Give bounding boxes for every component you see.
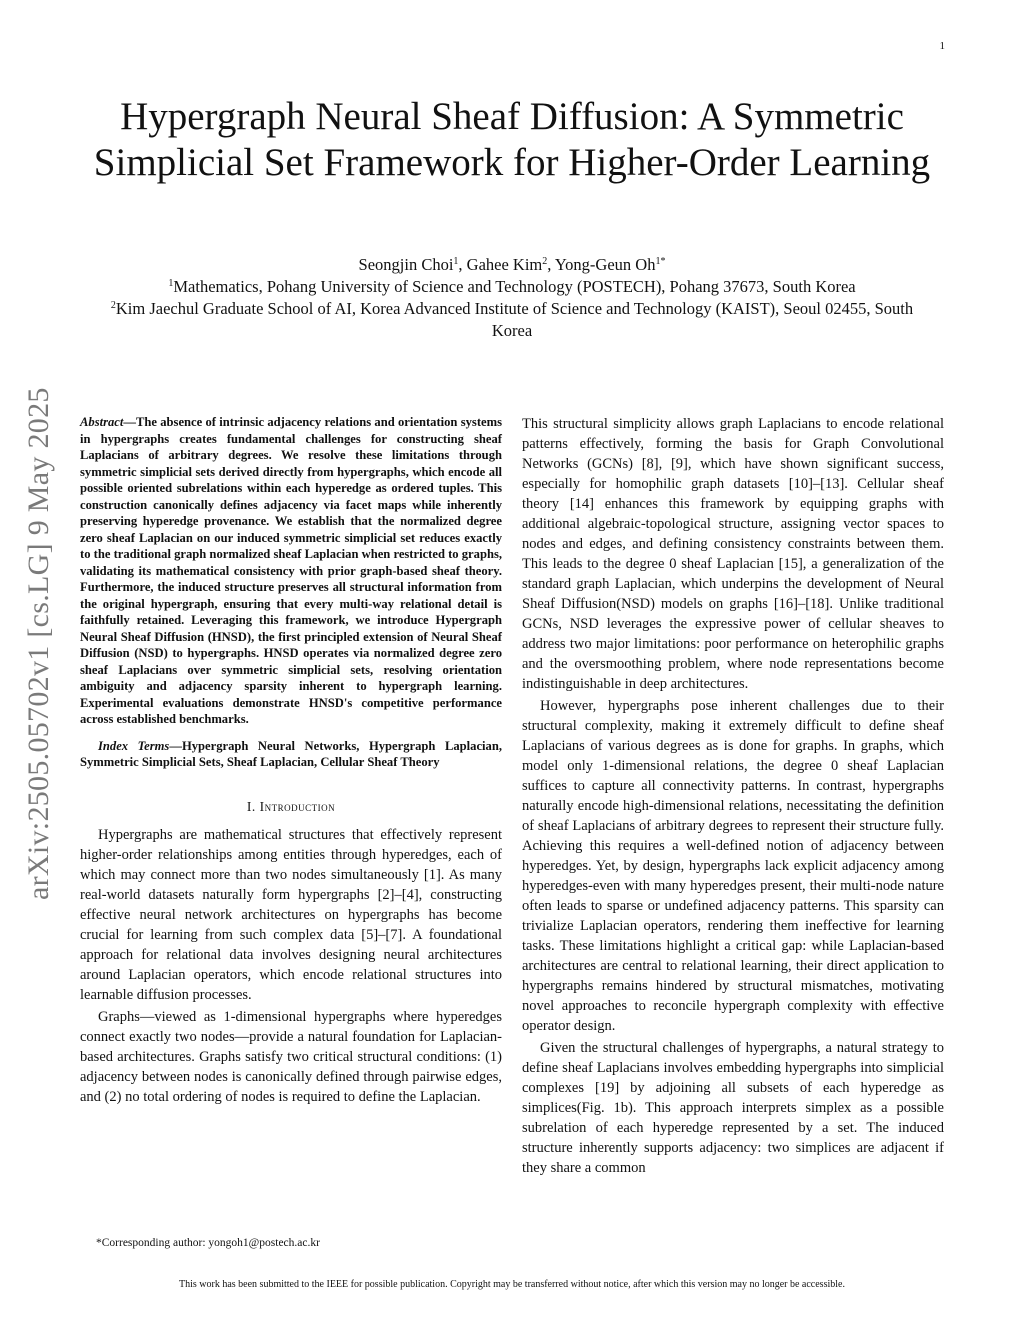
body-paragraph: Given the structural challenges of hypergraphs, a natural strategy to define sheaf Laplacians involves embedding hypergraphs into simplicial complexes [19] by adjoining all subsets of each hyperedge as simplices(Fig. 1b). This approach interprets simplex as a possible subrelation of each hyperedge represented by a set. The induced structure inherently supports adjacency: two simplices are adjacent if they share a common [522,1040,944,1176]
affiliation-text: Mathematics, Pohang University of Science and Technology (POSTECH), Pohang 37673, South Korea [173,277,856,296]
corresponding-author-footnote: *Corresponding author: yongoh1@postech.ac.kr [96,1237,320,1249]
author-name: , Gahee Kim [458,255,543,274]
right-column [522,414,944,1178]
affiliation-mark: 2 [110,300,116,311]
ieee-submission-notice: This work has been submitted to the IEEE for possible publication. Copyright may be transferred without notice, after which this version may no longer be accessible. [179,1279,845,1290]
arxiv-identifier[interactable]: arXiv:2505.05702v1 [cs.LG] 9 May 2025 [22,387,55,900]
body-paragraph: This structural simplicity allows graph Laplacians to encode relational patterns effectively, forming the basis for Graph Convolutional Networks (GCNs) [8], [9], which have shown significant success, especially for homophilic graph datasets [10]–[13]. Cellular sheaf theory [14] enhances this framework by equipping graphs with additional algebraic-topological structure, assigning vector spaces to nodes and edges, and defining consistency constraints between them. This leads to the degree 0 sheaf Laplacian [15], a generalization of the standard graph Laplacian, which underpins the development of Neural Sheaf Diffusion(NSD) models on graphs [16]–[18]. Unlike traditional GCNs, NSD leverages the expressive power of cellular sheaves to address two major limitations: poor performance on heterophilic graphs and the oversmoothing problem, where node representations become indistinguishable in deep architectures. [522,416,944,692]
abstract-lead: Abstract [80,415,124,429]
author-affiliation-mark: 2 [542,256,548,267]
body-paragraph: Hypergraphs are mathematical structures that effectively represent higher-order relationships among entities through hyperedges, each of which may connect more than two nodes simultaneously [1]. As many real-world datasets naturally form hypergraphs [2]–[4], constructing effective neural network architectures on hypergraphs has become crucial for learning from such complex data [5]–[7]. A foundational approach for relational data involves designing neural architectures around Laplacian operators, which encode relational structures into learnable diffusion processes. [80,826,502,1003]
paper-title: Hypergraph Neural Sheaf Diffusion: A Symmetric Simplicial Set Framework for Higher-Order Learning [93,95,931,184]
page-number: 1 [939,40,945,52]
index-terms [80,738,502,771]
affiliation-mark: 1 [168,278,174,289]
abstract [80,414,502,728]
author-affiliation-mark: 1 [453,256,459,267]
author-list [80,254,944,276]
index-terms-text: —Hypergraph Neural Networks, Hypergraph Laplacian, Symmetric Simplicial Sets, Sheaf Laplacian, Cellular Sheaf Theory [80,738,502,769]
author-name: Seongjin Choi [358,255,454,274]
body-paragraph: Graphs—viewed as 1-dimensional hypergraphs where hyperedges connect exactly two nodes—provide a natural foundation for Laplacian-based architectures. Graphs satisfy two critical structural conditions: (1) adjacency between nodes is canonically defined through pairwise edges, and (2) no total ordering of nodes is required to define the Laplacian. [80,1008,502,1105]
section-heading: I. Introduction [246,798,336,814]
abstract-text: —The absence of intrinsic adjacency relations and orientation systems in hypergraphs creates fundamental challenges for constructing sheaf Laplacians of arbitrary degrees. We resolve these limitations through symmetric simplicial sets derived directly from hypergraphs, which encode all possible oriented subrelations within each hyperedge as ordered tuples. This construction canonically defines adjacency via facet maps while inherently preserving hyperedge provenance. We establish that the normalized degree zero sheaf Laplacian on our induced symmetric simplicial set reduces exactly to the traditional graph normalized sheaf Laplacian when restricted to graphs, validating its mathematical consistency with prior graph-based sheaf theory. Furthermore, the induced structure preserves all structural information from the original hypergraph, ensuring that every multi-way relational detail is faithfully retained. Leveraging this framework, we introduce Hypergraph Neural Sheaf Diffusion (HNSD), the first principled extension of Neural Sheaf Diffusion (NSD) to hypergraphs. HNSD operates via normalized degree zero sheaf Laplacians over symmetric simplicial sets, resolving orientation ambiguity and adjacency sparsity inherent to hypergraph learning. Experimental evaluations demonstrate HNSD's competitive performance across established benchmarks. [80,415,502,726]
author-affiliation-mark: 1* [655,256,666,267]
index-terms-lead: Index Terms [98,738,170,753]
left-column [80,414,502,1107]
body-paragraph: However, hypergraphs pose inherent challenges due to their structural complexity, making it extremely difficult to define sheaf Laplacians of various degrees as is done for graphs. In graphs, which model only 1-dimensional relations, the degree 0 sheaf Laplacian suffices to capture all connectivity patterns. In contrast, hypergraphs naturally encode high-dimensional relations, necessitating the definition of sheaf Laplacians of arbitrary degrees to represent their structure fully. Achieving this requires a well-defined notion of adjacency between hyperedges. Yet, by design, hypergraphs lack explicit adjacency among hyperedges-even with many hyperedges present, their multi-node nature often leads to sparse or undefined adjacency patterns. This sparsity can trivialize Laplacian operators, rendering them ineffective for learning tasks. These limitations highlight a critical gap: while Laplacian-based architectures are central to relational learning, their direct application to hypergraphs remains hindered by structural mismatches, motivating novel approaches to reconcile hypergraph complexity with effective operator design. [522,698,944,1034]
affiliation-text: Kim Jaechul Graduate School of AI, Korea Advanced Institute of Science and Technology (KAIST), Seoul 02455, South Korea [115,299,914,340]
affiliation [100,298,924,342]
affiliation [100,276,924,298]
author-name: , Yong-Geun Oh [547,255,656,274]
